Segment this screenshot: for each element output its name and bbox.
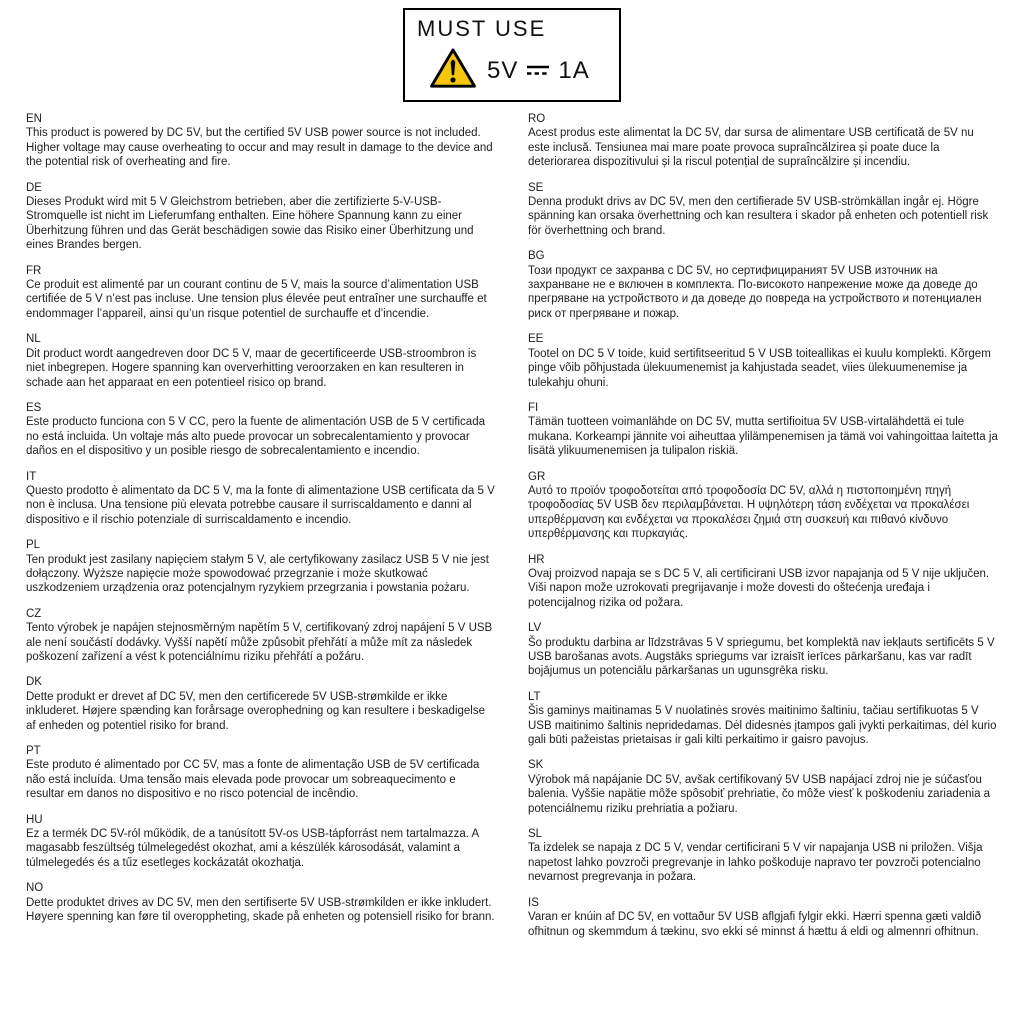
warning-text-content xyxy=(0,102,1024,950)
language-text: Varan er knúin af DC 5V, en vottaður 5V USB aflgjafi fylgir ekki. Hærri spenna gæti valdið ofhitnun og skemmdum á tækinu, svo ekki sé minnst á hættu á eldi og almennri ofhitnun. xyxy=(528,911,982,938)
language-text: Dette produktet drives av DC 5V, men den sertifiserte 5V USB-strømkilden er ikke inkludert. Høyere spenning kan føre til overoppheting, skade på enheten og potensiell risiko for brann. xyxy=(26,896,495,924)
language-section xyxy=(26,744,496,802)
language-text: Šo produktu darbina ar līdzstrāvas 5 V spriegumu, bet komplektā nav iekļauts sertificēts 5 V USB barošanas avots. Augstāks spriegums var izraisīt ierīces pārkaršanu, kas var radīt bojājumus un potenciālu pārkaršanas un ugunsgrēka risku. xyxy=(528,636,995,678)
language-section xyxy=(528,758,998,816)
language-code: LT xyxy=(528,690,541,703)
language-code: CZ xyxy=(26,607,42,620)
language-section xyxy=(26,813,496,871)
must-use-box xyxy=(403,8,621,102)
language-section xyxy=(26,181,496,253)
language-code: DK xyxy=(26,676,42,689)
language-text: This product is powered by DC 5V, but the certified 5V USB power source is not included. Higher voltage may cause overheating to occur and may result in damage to the device and the potential risk of overheating and fire. xyxy=(26,127,493,169)
language-code: EN xyxy=(26,113,42,125)
language-text: Dit product wordt aangedreven door DC 5 V, maar de gecertificeerde USB-stroombron is niet inbegrepen. Hogere spanning kan oververhitting veroorzaken en kan resulteren in schade aan het apparaat en een potentieel risico op brand. xyxy=(26,347,477,389)
language-code: GR xyxy=(528,470,546,483)
language-section xyxy=(26,470,496,528)
language-code: SL xyxy=(528,828,543,841)
language-code: DE xyxy=(26,181,42,194)
language-code: PT xyxy=(26,745,41,758)
language-code: IS xyxy=(528,896,539,909)
language-text: Tento výrobek je napájen stejnosměrným napětím 5 V, certifikovaný zdroj napájení 5 V USB ale není součástí dodávky. Vyšší napětí může způsobit přehřátí a může mít za následek poškození zařízení a vést k potenciálnímu riziku přehřátí a požáru. xyxy=(26,622,493,663)
language-section xyxy=(26,401,496,459)
language-text: Tootel on DC 5 V toide, kuid sertifitseeritud 5 V USB toiteallikas ei kuulu komplekti. Kõrgem pinge võib põhjustada ülekuumenemist ja kahjustada seadet, viies ülekuumenemise ja tulekahju ohuni. xyxy=(528,347,991,389)
language-text: Ta izdelek se napaja z DC 5 V, vendar certificirani 5 V vir napajanja USB ni priložen. Višja napetost lahko povzroči pregrevanje in lahko poškoduje napravo ter povzroči potencialno nevarnost pregrevanja in požara. xyxy=(528,842,983,884)
left-column xyxy=(26,112,496,950)
banner-title: MUST USE xyxy=(417,16,547,41)
language-text: Questo prodotto è alimentato da DC 5 V, ma la fonte di alimentazione USB certificata da 5 V non è inclusa. Una tensione più elevata potrebbe causare il surriscaldamento e danni al dispositivo e il rischio potenziale di surriscaldamento e incendio. xyxy=(26,484,495,526)
language-code: RO xyxy=(528,113,546,125)
language-text: Αυτό το προϊόν τροφοδοτείται από τροφοδοσία DC 5V, αλλά η πιστοποιημένη πηγή τροφοδοσίας 5V USB δεν περιλαμβάνεται. Η υψηλότερη τάση ενδέχεται να προκαλέσει υπερθέρμανση και ενδέχεται να προκαλέσει ζημιά στη συσκευή και πιθανό κίνδυνο υπερθέρμανσης και πυρκαγιάς. xyxy=(528,484,970,541)
language-section xyxy=(528,470,998,542)
language-section xyxy=(26,881,496,924)
language-code: ES xyxy=(26,401,42,414)
language-code: BG xyxy=(528,250,545,263)
language-code: SK xyxy=(528,759,544,772)
power-spec-row xyxy=(417,47,609,94)
language-code: IT xyxy=(26,470,37,483)
language-section xyxy=(528,401,998,459)
language-text: Šis gaminys maitinamas 5 V nuolatinės srovės maitinimo šaltiniu, tačiau sertifikuotas 5 V USB maitinimo šaltinis nepridedamas. Dėl didesnės įtampos gali įvykti perkaitimas, dėl kurio gali būti pažeistas prietaisas ir gali kilti perkaitimo ir gaisro pavojus. xyxy=(528,705,997,747)
language-section xyxy=(528,690,998,748)
language-code: SE xyxy=(528,181,544,194)
language-section xyxy=(528,553,998,611)
language-text: Výrobok má napájanie DC 5V, avšak certifikovaný 5V USB napájací zdroj nie je súčasťou balenia. Vyššie napätie môže spôsobiť prehriatie, čo môže viesť k poškodeniu zariadenia a potenciálnemu riziku prehriatia a požiaru. xyxy=(528,773,991,815)
language-text: Този продукт се захранва с DC 5V, но сертифицираният 5V USB източник на захранване не е включен в комплекта. По-високото напрежение може да доведе до прегряване на устройството и да доведе до повреда на устройството и потенциален риск от прегряване и пожар. xyxy=(528,264,982,320)
power-spec xyxy=(487,57,590,85)
language-code: LV xyxy=(528,622,542,635)
language-code: HU xyxy=(26,813,43,826)
language-code: FI xyxy=(528,401,539,414)
language-text: Denna produkt drivs av DC 5V, men den certifierade 5V USB-strömkällan ingår ej. Högre spänning kan orsaka överhettning och kan resultera i skador på enheten och potentiell risk för överhettning och brand. xyxy=(528,196,989,237)
language-section xyxy=(528,332,998,390)
document-page xyxy=(0,8,1024,1032)
current-label: 1A xyxy=(558,56,590,84)
language-text: Dieses Produkt wird mit 5 V Gleichstrom betrieben, aber die zertifizierte 5-V-USB-Stromquelle ist nicht im Lieferumfang enthalten. Eine höhere Spannung kann zu einer Überhitzung führen und das Gerät beschädigen sowie das Risiko einer Überhitzung und eines Brandes bergen. xyxy=(26,196,474,252)
language-code: EE xyxy=(528,333,544,346)
language-section xyxy=(26,607,496,665)
language-section xyxy=(26,264,496,322)
language-text: Ce produit est alimenté par un courant continu de 5 V, mais la source d’alimentation USB certifiée de 5 V n’est pas incluse. Une tension plus élevée peut entraîner une surchauffe et endommager l’appareil, ainsi qu’un risque potentiel de surchauffe et d’incendie. xyxy=(26,279,487,320)
language-section xyxy=(528,249,998,321)
language-code: NL xyxy=(26,333,41,346)
warning-triangle-icon xyxy=(429,47,477,94)
language-section xyxy=(26,332,496,390)
language-section xyxy=(26,112,496,170)
language-code: PL xyxy=(26,539,41,552)
language-text: Este produto é alimentado por CC 5V, mas a fonte de alimentação USB de 5V certificada não está incluída. Uma tensão mais elevada pode provocar um sobreaquecimento e resultar em danos no dispositivo e no risco potencial de incêndio. xyxy=(26,759,480,801)
language-section xyxy=(528,896,998,939)
language-section xyxy=(26,538,496,596)
language-text: Ten produkt jest zasilany napięciem stałym 5 V, ale certyfikowany zasilacz USB 5 V nie jest dołączony. Wyższe napięcie może spowodować przegrzanie i może skutkować uszkodzeniem urządzenia oraz potencjalnym ryzykiem przegrzania i powstania pożaru. xyxy=(26,553,489,595)
language-section xyxy=(528,181,998,239)
language-text: Tämän tuotteen voimanlähde on DC 5V, mutta sertifioitua 5V USB-virtalähdettä ei tule mukana. Korkeampi jännite voi aiheuttaa ylilämpenemisen ja tämä voi vahingoittaa laitetta ja lisätä ylikuumenemisen ja tulipalon riskiä. xyxy=(528,416,998,458)
right-column xyxy=(528,112,998,950)
language-section xyxy=(528,827,998,885)
language-code: HR xyxy=(528,553,545,566)
language-text: Ovaj proizvod napaja se s DC 5 V, ali certificirani USB izvor napajanja od 5 V nije uključen. Viši napon može uzrokovati pregrijavanje i može dovesti do oštećenja uređaja i potencijalnog rizika od požara. xyxy=(528,567,990,609)
language-text: Dette produkt er drevet af DC 5V, men den certificerede 5V USB-strømkilde er ikke inkluderet. Højere spænding kan forårsage overophedning og kan resultere i beskadigelse af enheden og potentiel risiko for brand. xyxy=(26,690,486,732)
language-text: Este producto funciona con 5 V CC, pero la fuente de alimentación USB de 5 V certificada no está incluida. Un voltaje más alto puede provocar un sobrecalentamiento y provocar daños en el dispositivo y un posible riesgo de sobrecalentamiento e incendio. xyxy=(26,416,485,458)
language-text: Ez a termék DC 5V-ról működik, de a tanúsított 5V-os USB-tápforrást nem tartalmazza. A magasabb feszültség túlmelegedést okozhat, ami a készülék károsodását, valamint a túlmelegedés és a tűz esetleges kockázatát okozhatja. xyxy=(26,828,479,869)
language-text: Acest produs este alimentat la DC 5V, dar sursa de alimentare USB certificată de 5V nu este inclusă. Tensiunea mai mare poate provoca supraîncălzirea și poate duce la deteriorarea dispozitivului și la riscul potențial de supraîncălzire și incendiu. xyxy=(528,127,974,169)
language-section xyxy=(528,621,998,679)
dc-symbol-icon xyxy=(525,57,551,85)
language-section xyxy=(26,675,496,733)
language-code: NO xyxy=(26,882,44,895)
language-section xyxy=(528,112,998,170)
voltage-label: 5V xyxy=(487,56,519,84)
language-code: FR xyxy=(26,264,42,277)
